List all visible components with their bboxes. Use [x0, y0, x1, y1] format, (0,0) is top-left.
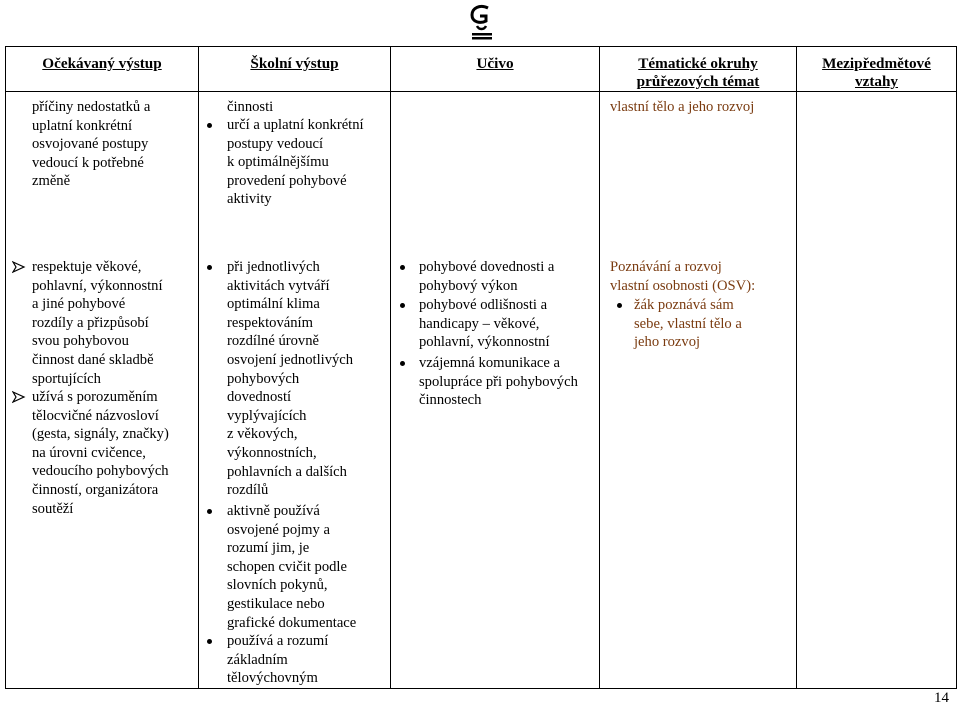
curriculum-item-1 [419, 258, 599, 295]
expected-output-cell [6, 92, 199, 689]
text-line: schopen cvičit podle [227, 558, 347, 575]
text-line: pohybový výkon [419, 277, 518, 294]
bullet-dot [400, 361, 405, 366]
text-line: žák poznává sám [634, 297, 734, 313]
expected-output-item-2 [32, 388, 198, 518]
text-line: rozdílů [227, 482, 269, 499]
text-line: osvojené pojmy a [227, 521, 330, 538]
theme-osv-item-1 [634, 296, 796, 352]
text-line: změně [32, 173, 71, 190]
text-line: soutěží [32, 500, 74, 517]
school-output-item-1 [227, 116, 390, 209]
bullet-dot [617, 303, 622, 308]
theme-osv-heading [610, 258, 796, 295]
text-line: výkonnostních, [227, 444, 317, 461]
curriculum-table [5, 46, 957, 689]
curriculum-item-3 [419, 354, 599, 410]
arrow-bullet-icon [12, 260, 26, 274]
text-line: pohlavní, výkonnostní [419, 334, 550, 351]
text-line: aktivitách vytváří [227, 277, 330, 294]
text-line: činností, organizátora [32, 481, 159, 498]
text-line: vedoucí k potřebné [32, 154, 144, 171]
school-output-item-3 [227, 502, 390, 632]
text-line: grafické dokumentace [227, 614, 357, 631]
text-line: základním [227, 651, 288, 668]
school-output-item-2 [227, 258, 390, 500]
text-line: vlastní tělo a jeho rozvoj [610, 99, 755, 115]
expected-output-intro [32, 98, 198, 191]
bullet-dot [400, 303, 405, 308]
text-line: příčiny nedostatků a [32, 99, 151, 115]
page-number: 14 [934, 690, 949, 706]
text-line: sebe, vlastní tělo a [634, 315, 742, 332]
text-line: gestikulace nebo [227, 595, 325, 612]
text-line: Poznávání a rozvoj [610, 259, 722, 275]
text-line: vyplývajících [227, 407, 307, 424]
text-line: při jednotlivých [227, 259, 320, 275]
text-line: slovních pokynů, [227, 577, 328, 594]
arrow-bullet-icon [12, 390, 26, 404]
bullet-dot [207, 509, 212, 514]
expected-output-item-1 [32, 258, 198, 388]
text-line: rozumí jim, je [227, 540, 310, 557]
text-line: spolupráce při pohybových [419, 373, 578, 390]
text-line: činnost dané skladbě [32, 351, 154, 368]
text-line: rozdílné úrovně [227, 333, 319, 350]
text-line: pohlavních a dalších [227, 463, 347, 480]
header-interdisciplinary-relations: Mezipředmětové vztahy [797, 47, 957, 92]
text-line: osvojení jednotlivých [227, 351, 354, 368]
header-row [6, 47, 957, 92]
header-school-output: Školní výstup [199, 47, 391, 92]
text-line: činnostech [419, 392, 482, 409]
header-cross-curricular-themes: Tématické okruhy průřezových témat [600, 47, 797, 92]
curriculum-item-2 [419, 296, 599, 352]
bullet-dot [207, 639, 212, 644]
text-line: rozdíly a přizpůsobí [32, 314, 149, 331]
text-line: optimální klima [227, 296, 320, 313]
text-line: respektuje věkové, [32, 259, 142, 275]
text-line: pohybové odlišnosti a [419, 297, 548, 313]
header-curriculum: Učivo [391, 47, 600, 92]
text-line: tělocvičné názvosloví [32, 407, 159, 424]
text-line: vlastní osobnosti (OSV): [610, 277, 756, 294]
text-line: z věkových, [227, 426, 298, 443]
header-expected-output: Očekávaný výstup [6, 47, 199, 92]
school-logo-icon [466, 2, 496, 42]
school-output-intro [227, 98, 390, 117]
curriculum-cell [391, 92, 600, 689]
bullet-dot [400, 265, 405, 270]
text-line: pohlavní, výkonnostní [32, 277, 163, 294]
text-line: aktivně používá [227, 503, 320, 519]
text-line: užívá s porozuměním [32, 389, 158, 405]
cross-curricular-cell [600, 92, 797, 689]
text-line: k optimálnějšímu [227, 154, 329, 171]
text-line: tělovýchovným [227, 670, 318, 687]
text-line: osvojované postupy [32, 136, 149, 153]
text-line: vzájemná komunikace a [419, 355, 561, 371]
text-line: na úrovni cvičence, [32, 444, 146, 461]
text-line: svou pohybovou [32, 333, 129, 350]
text-line: aktivity [227, 191, 272, 208]
text-line: provedení pohybové [227, 172, 347, 189]
text-line: jeho rozvoj [634, 334, 701, 351]
text-line: (gesta, signály, značky) [32, 426, 169, 443]
text-line: uplatní konkrétní [32, 117, 133, 134]
bullet-dot [207, 265, 212, 270]
text-line: respektováním [227, 314, 313, 331]
theme-own-body [610, 98, 796, 117]
text-line: určí a uplatní konkrétní [227, 117, 364, 133]
text-line: činnosti [227, 99, 274, 115]
text-line: používá a rozumí [227, 633, 329, 649]
text-line: sportujících [32, 370, 101, 387]
text-line: pohybové dovednosti a [419, 259, 555, 275]
interdisciplinary-cell [797, 92, 957, 689]
school-output-item-4 [227, 632, 390, 688]
text-line: a jiné pohybové [32, 296, 126, 313]
text-line: dovedností [227, 389, 292, 406]
content-row [6, 92, 957, 689]
text-line: pohybových [227, 370, 300, 387]
school-output-cell [199, 92, 391, 689]
text-line: handicapy – věkové, [419, 315, 540, 332]
text-line: vedoucího pohybových [32, 463, 169, 480]
text-line: postupy vedoucí [227, 135, 324, 152]
bullet-dot [207, 123, 212, 128]
